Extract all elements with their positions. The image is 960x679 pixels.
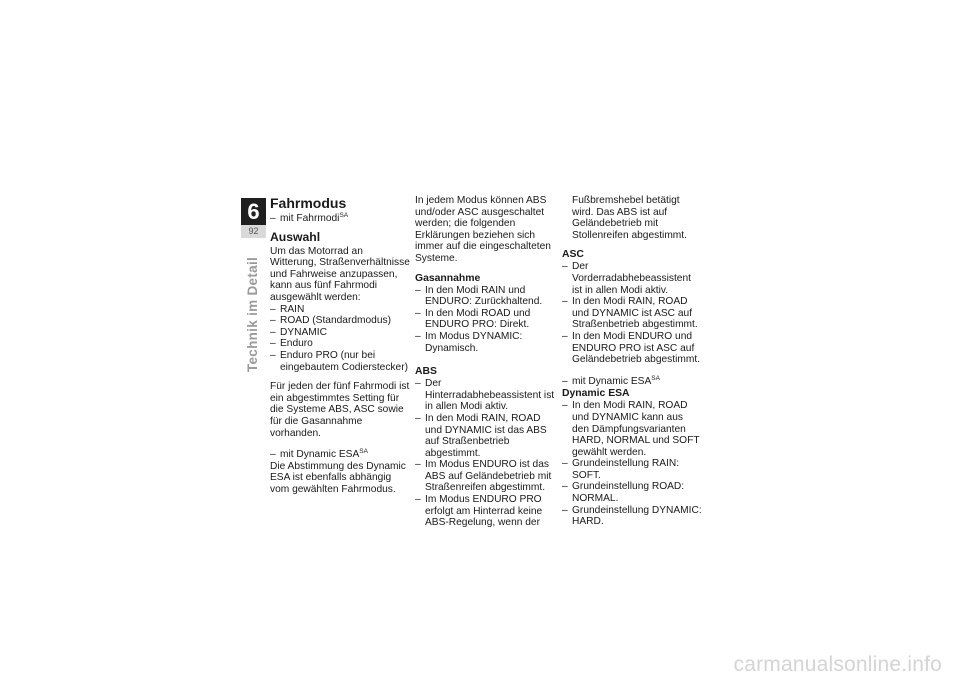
list-item: – In den Modi ROAD und ENDURO PRO: Direkt. [415,308,555,331]
mode-list [270,304,410,374]
settings-paragraph: Für jeden der fünf Fahrmodi ist ein abgestimmtes Setting für die Systeme ABS, ASC sowie für die Gasannahme vorhanden. [270,381,410,439]
page-number: 92 [241,225,266,238]
column-3 [562,192,702,528]
gasannahme-list [415,285,555,355]
list-item: – Im Modus DYNAMIC: Dynamisch. [415,331,555,354]
list-item: – ROAD (Standardmodus) [270,315,410,327]
section-heading-gasannahme: Gasannahme [415,272,481,284]
list-item: – Im Modus ENDURO ist das ABS auf Geländebetrieb mit Straßenreifen abgestimmt. [415,459,555,494]
list-item: – Enduro PRO (nur bei eingebautem Codierstecker) [270,350,410,373]
column-2 [415,192,555,529]
section-heading-asc: ASC [562,249,584,261]
list-item: – Enduro [270,338,410,350]
list-item: – DYNAMIC [270,327,410,339]
list-item: – Der Hinterradabhebeassistent ist in allen Modi aktiv. [415,378,555,413]
option-text: mit Dynamic ESA [280,449,360,461]
option-superscript: SA [339,212,349,219]
intro-paragraph: In jedem Modus können ABS und/oder ASC ausgeschaltet werden; die folgenden Erklärungen beziehen sich immer auf die eingeschalteten Systeme. [415,195,551,264]
intro-paragraph: Um das Motorrad an Witterung, Straßenverhältnisse und Fahrweise anzupassen, kann aus fünf Fahrmodi ausgewählt werden: [270,245,410,303]
list-item: – In den Modi ENDURO und ENDURO PRO ist ASC auf Geländebetrieb abgestimmt. [562,331,702,366]
option-superscript: SA [359,448,368,456]
esa-list [562,400,702,528]
section-heading-dynamic-esa: Dynamic ESA [562,388,630,400]
list-item: – Im Modus ENDURO PRO erfolgt am Hinterrad keine ABS-Regelung, wenn der [415,494,555,529]
option-text: mit Dynamic ESA [572,375,652,387]
list-item: – In den Modi RAIN, ROAD und DYNAMIC ist ASC auf Straßenbetrieb abgestimmt. [562,296,702,331]
abs-list [415,378,555,529]
option-text: mit Fahrmodi [280,213,340,224]
list-item: – In den Modi RAIN und ENDURO: Zurückhaltend. [415,285,555,308]
column-1 [270,192,410,495]
section-heading-abs: ABS [415,366,437,378]
asc-list [562,261,702,365]
list-item: – Grundeinstellung RAIN: SOFT. [562,458,702,481]
esa-paragraph: Die Abstimmung des Dynamic ESA ist ebenfalls abhängig vom gewählten Fahrmodus. [270,460,406,495]
page-title: Fahrmodus [270,195,347,211]
list-item: – Der Vorderradabhebeassistent ist in allen Modi aktiv. [562,261,702,296]
continuation-text: Fußbremshebel betätigt wird. Das ABS ist auf Geländebetrieb mit Stollenreifen abgestimmt. [572,195,687,241]
list-item: – RAIN [270,304,410,316]
list-item: – Grundeinstellung ROAD: NORMAL. [562,481,702,504]
option-line [270,213,410,225]
watermark-text: carmanualsonline.info [733,653,942,676]
list-item: – In den Modi RAIN, ROAD und DYNAMIC kann aus den Dämpfungsvarianten HARD, NORMAL und SOFT gewählt werden. [562,400,702,458]
list-item: – In den Modi RAIN, ROAD und DYNAMIC ist das ABS auf Straßenbetrieb abgestimmt. [415,413,555,459]
option-superscript: SA [651,374,660,382]
option-line [270,449,410,461]
chapter-number-badge: 6 [241,198,266,225]
list-item: – Grundeinstellung DYNAMIC: HARD. [562,505,702,528]
chapter-side-title-text: Technik im Detail [245,256,261,372]
section-heading-auswahl: Auswahl [270,229,321,244]
option-line [562,376,702,388]
